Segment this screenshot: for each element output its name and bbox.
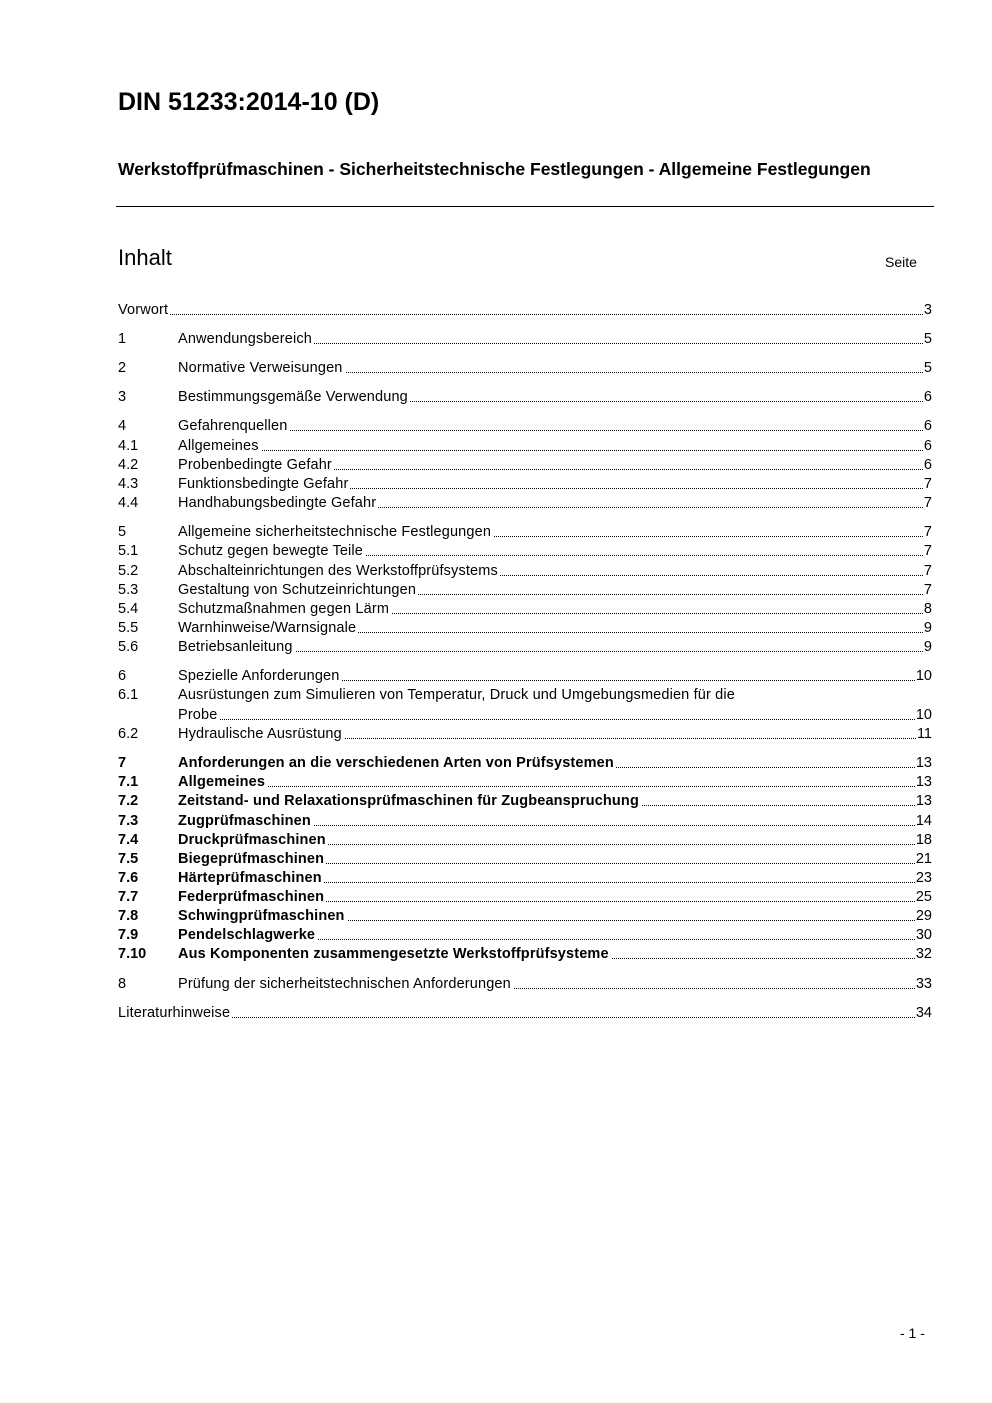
toc-entry-title: Zugprüfmaschinen [178, 813, 311, 829]
toc-entry-number: 7.6 [118, 870, 139, 886]
toc-entry[interactable] [118, 707, 932, 726]
toc-entry-page: 9 [923, 620, 932, 636]
toc-entry[interactable] [118, 976, 932, 995]
toc-entry-number: 7.3 [118, 813, 139, 829]
toc-entry-title: Allgemeine sicherheitstechnische Festlegungen [178, 524, 492, 540]
toc-entry-title: Federprüfmaschinen [178, 889, 325, 905]
toc-entry[interactable] [118, 438, 932, 457]
toc-entry-page: 6 [923, 389, 932, 405]
toc-entry-title: Anwendungsbereich [178, 331, 312, 347]
toc-entry-page: 6 [923, 438, 932, 454]
toc-entry-title: Warnhinweise/Warnsignale [178, 620, 357, 636]
toc-entry-title: Literaturhinweise [118, 1005, 231, 1021]
toc-entry-number: 7.9 [118, 927, 139, 943]
toc-entry-title: Pendelschlagwerke [178, 927, 316, 943]
toc-entry-page: 13 [915, 755, 932, 771]
page-number: - 1 - [900, 1325, 925, 1341]
toc-entry-page: 8 [923, 601, 932, 617]
toc-entry-title: Handhabungsbedingte Gefahr [178, 495, 377, 511]
toc-entry-title: Gefahrenquellen [178, 418, 288, 434]
toc-heading: Inhalt [118, 245, 172, 270]
toc-entry[interactable] [118, 687, 932, 706]
toc-entry-number: 7.4 [118, 832, 139, 848]
toc-entry-number: 6.2 [118, 726, 139, 742]
toc-entry-number: 4.1 [118, 438, 139, 454]
document-id: DIN 51233:2014-10 (D) [118, 88, 380, 116]
toc-entry-title: Härteprüfmaschinen [178, 870, 322, 886]
toc-entry[interactable] [118, 774, 932, 793]
toc-entry-title: Druckprüfmaschinen [178, 832, 326, 848]
toc-entry-title: Probenbedingte Gefahr [178, 457, 332, 473]
toc-entry-title: Allgemeines [178, 774, 266, 790]
toc-entry-title: Vorwort [118, 302, 169, 318]
toc-entry-title: Prüfung der sicherheitstechnischen Anforderungen [178, 976, 511, 992]
toc-entry-title: Aus Komponenten zusammengesetzte Werkstoffprüfsysteme [178, 946, 609, 962]
toc-entry-number: 5.1 [118, 543, 139, 559]
toc-entry[interactable] [118, 851, 932, 870]
toc-entry[interactable] [118, 927, 932, 946]
toc-entry-page: 3 [923, 302, 932, 318]
toc-entry[interactable] [118, 908, 932, 927]
toc-entry-number: 3 [118, 389, 127, 405]
toc-entry-number: 5.2 [118, 563, 139, 579]
toc-entry-number: 5.6 [118, 639, 139, 655]
toc-entry-title: Biegeprüfmaschinen [178, 851, 325, 867]
toc-entry-page: 7 [923, 582, 932, 598]
toc-entry-title: Spezielle Anforderungen [178, 668, 340, 684]
toc-entry[interactable] [118, 620, 932, 639]
toc-entry-number: 7 [118, 755, 127, 771]
toc-entry-page: 6 [923, 418, 932, 434]
toc-entry-page: 10 [915, 668, 932, 684]
toc-entry-page: 21 [915, 851, 932, 867]
toc-entry-number: 4.4 [118, 495, 139, 511]
toc-entry-page: 32 [915, 946, 932, 962]
toc-entry-number: 7.10 [118, 946, 147, 962]
toc-entry-number: 7.2 [118, 793, 139, 809]
toc-entry[interactable] [118, 457, 932, 476]
toc-page-label: Seite [885, 254, 917, 270]
toc-entry-number: 6.1 [118, 687, 139, 703]
toc-entry[interactable] [118, 476, 932, 495]
toc-entry-number: 2 [118, 360, 127, 376]
toc-entry-page: 7 [923, 524, 932, 540]
toc-entry-title: Normative Verweisungen [178, 360, 343, 376]
toc-entry[interactable] [118, 832, 932, 851]
toc-entry-page: 5 [923, 360, 932, 376]
toc-entry-page: 6 [923, 457, 932, 473]
toc-entry[interactable] [118, 601, 932, 620]
toc-entry[interactable] [118, 813, 932, 832]
toc-entry-number: 7.5 [118, 851, 139, 867]
toc-entry-page: 25 [915, 889, 932, 905]
toc-entry[interactable] [118, 524, 932, 543]
toc-entry-page: 34 [915, 1005, 932, 1021]
toc-entry-title: Schutzmaßnahmen gegen Lärm [178, 601, 390, 617]
toc-entry[interactable] [118, 389, 932, 408]
document-title: Werkstoffprüfmaschinen - Sicherheitstechnische Festlegungen - Allgemeine Festlegungen [118, 159, 871, 179]
toc-entry-title: Zeitstand- und Relaxationsprüfmaschinen für Zugbeanspruchung [178, 793, 639, 809]
toc-entry[interactable] [118, 726, 932, 745]
toc-entry-number: 5.5 [118, 620, 139, 636]
toc-entry[interactable] [118, 543, 932, 562]
toc-entry[interactable] [118, 668, 932, 687]
toc-entry-page: 7 [923, 563, 932, 579]
toc-entry[interactable] [118, 302, 932, 321]
toc-entry-title: Probe [178, 707, 218, 723]
toc-entry-number: 5.3 [118, 582, 139, 598]
toc-entry-number: 7.8 [118, 908, 139, 924]
toc-entry[interactable] [118, 755, 932, 774]
toc-entry-title: Bestimmungsgemäße Verwendung [178, 389, 408, 405]
toc-entry-title: Abschalteinrichtungen des Werkstoffprüfsystems [178, 563, 498, 579]
toc-entry-number: 5.4 [118, 601, 139, 617]
toc-entry-page: 14 [915, 813, 932, 829]
toc-entry[interactable] [118, 793, 932, 812]
toc-entry-title: Allgemeines [178, 438, 259, 454]
toc-entry-number: 4 [118, 418, 127, 434]
toc-entry-number: 7.1 [118, 774, 139, 790]
toc-entry-page: 33 [915, 976, 932, 992]
toc-entry-title: Funktionsbedingte Gefahr [178, 476, 349, 492]
toc-entry[interactable] [118, 360, 932, 379]
toc-entry-page: 7 [923, 495, 932, 511]
toc-entry-title: Betriebsanleitung [178, 639, 293, 655]
toc-entry-page: 9 [923, 639, 932, 655]
toc-entry-title: Ausrüstungen zum Simulieren von Temperatur, Druck und Umgebungsmedien für die [178, 687, 735, 703]
toc-entry-title: Schutz gegen bewegte Teile [178, 543, 364, 559]
toc-entry-number: 6 [118, 668, 127, 684]
toc-entry[interactable] [118, 495, 932, 514]
title-divider [116, 206, 934, 207]
toc-entry[interactable] [118, 1005, 932, 1024]
toc-entry-page: 30 [915, 927, 932, 943]
toc-entry-page: 10 [915, 707, 932, 723]
toc-entry[interactable] [118, 418, 932, 437]
toc-entry-title: Gestaltung von Schutzeinrichtungen [178, 582, 417, 598]
toc-entry[interactable] [118, 870, 932, 889]
toc-entry-page: 18 [915, 832, 932, 848]
toc-entry-page: 13 [915, 793, 932, 809]
toc-entry[interactable] [118, 582, 932, 601]
toc-entry[interactable] [118, 946, 932, 965]
toc-entry-title: Anforderungen an die verschiedenen Arten von Prüfsystemen [178, 755, 614, 771]
toc-entry-number: 4.2 [118, 457, 139, 473]
toc-entry-page: 23 [915, 870, 932, 886]
toc-entry-page: 29 [915, 908, 932, 924]
toc-entry-page: 5 [923, 331, 932, 347]
toc-entry-page: 7 [923, 543, 932, 559]
toc-entry[interactable] [118, 331, 932, 350]
toc-entry-title: Hydraulische Ausrüstung [178, 726, 342, 742]
toc-entry-title: Schwingprüfmaschinen [178, 908, 345, 924]
toc-entry-number: 8 [118, 976, 127, 992]
toc-entry[interactable] [118, 563, 932, 582]
toc-entry-page: 13 [915, 774, 932, 790]
toc-entry[interactable] [118, 889, 932, 908]
toc-entry-page: 7 [923, 476, 932, 492]
toc-entry-page: 11 [916, 726, 932, 742]
toc-entry[interactable] [118, 639, 932, 658]
toc-entry-number: 5 [118, 524, 127, 540]
toc-entry-number: 7.7 [118, 889, 139, 905]
toc-entry-number: 1 [118, 331, 127, 347]
toc-entry-number: 4.3 [118, 476, 139, 492]
